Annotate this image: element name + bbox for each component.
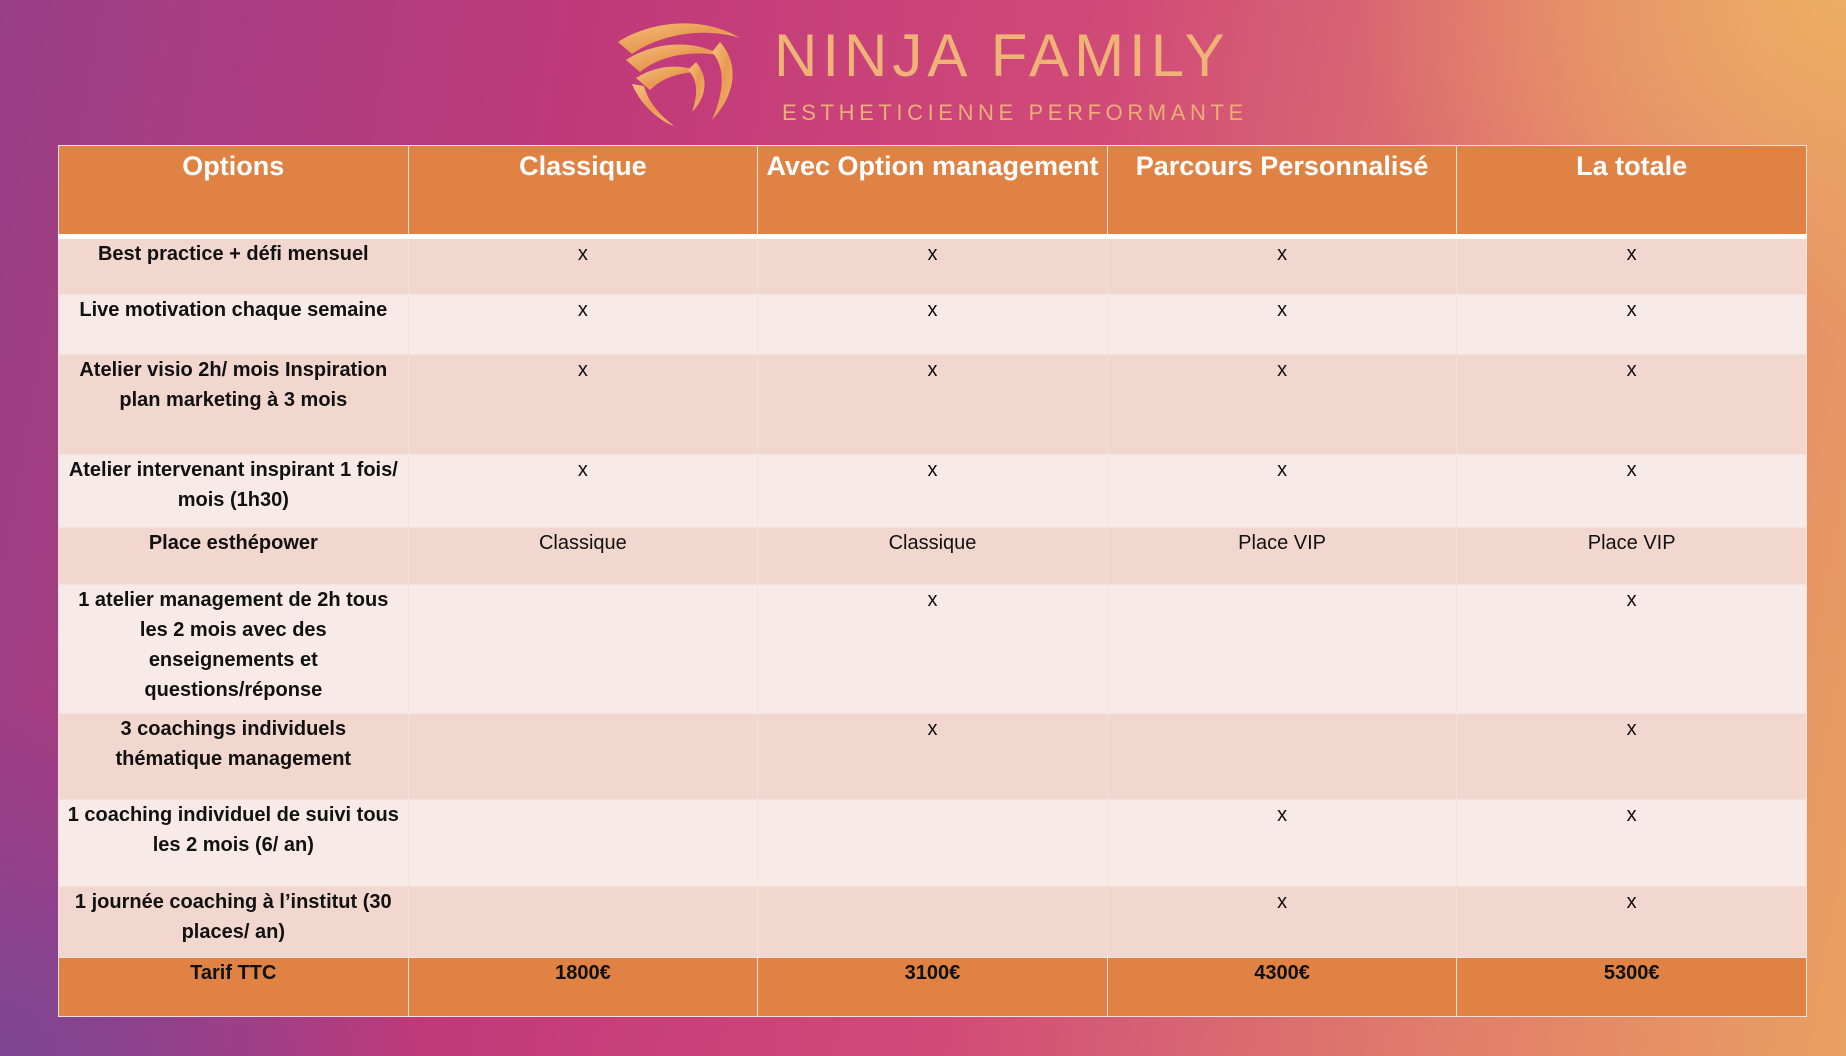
table-cell: x xyxy=(1457,455,1807,528)
header-classique: Classique xyxy=(408,146,758,237)
table-cell: x xyxy=(1107,237,1457,295)
table-row xyxy=(59,355,1807,455)
brand-name: NINJA FAMILY xyxy=(774,22,1230,89)
row-label: Live motivation chaque semaine xyxy=(59,295,409,355)
table-cell: x xyxy=(758,455,1108,528)
table-cell: x xyxy=(1457,714,1807,800)
header-options: Options xyxy=(59,146,409,237)
table-cell xyxy=(1107,585,1457,714)
price-avec-option-management: 3100€ xyxy=(758,958,1108,1017)
brand-tagline: ESTHETICIENNE PERFORMANTE xyxy=(782,100,1248,125)
table-cell xyxy=(408,714,758,800)
table-cell: x xyxy=(408,295,758,355)
price-la-totale: 5300€ xyxy=(1457,958,1807,1017)
brand-logo xyxy=(612,12,1252,130)
price-parcours-personnalise: 4300€ xyxy=(1107,958,1457,1017)
price-row xyxy=(59,958,1807,1017)
table-cell xyxy=(758,887,1108,958)
table-cell xyxy=(758,800,1108,887)
row-label: Best practice + défi mensuel xyxy=(59,237,409,295)
table-cell xyxy=(408,585,758,714)
table-cell: x xyxy=(758,585,1108,714)
price-classique: 1800€ xyxy=(408,958,758,1017)
table-cell: x xyxy=(758,714,1108,800)
table-row xyxy=(59,237,1807,295)
table-cell: Classique xyxy=(758,528,1108,585)
table-cell: Place VIP xyxy=(1457,528,1807,585)
table-cell: x xyxy=(1107,355,1457,455)
table-cell: x xyxy=(1457,237,1807,295)
table-cell: x xyxy=(1457,585,1807,714)
table-row xyxy=(59,455,1807,528)
price-label: Tarif TTC xyxy=(59,958,409,1017)
row-label: 1 atelier management de 2h tous les 2 mois avec des enseignements et questions/réponse xyxy=(59,585,409,714)
table-row xyxy=(59,714,1807,800)
pricing-table xyxy=(58,145,1806,1017)
table-header-row xyxy=(59,146,1807,237)
table-cell: x xyxy=(1457,800,1807,887)
table-cell: x xyxy=(408,455,758,528)
table-cell: x xyxy=(1107,887,1457,958)
table-cell xyxy=(1107,714,1457,800)
row-label: Atelier intervenant inspirant 1 fois/ mois (1h30) xyxy=(59,455,409,528)
row-label: 1 coaching individuel de suivi tous les 2 mois (6/ an) xyxy=(59,800,409,887)
header-parcours-personnalise: Parcours Personnalisé xyxy=(1107,146,1457,237)
table-cell: x xyxy=(1107,295,1457,355)
header-avec-option-management: Avec Option management xyxy=(758,146,1108,237)
table-cell: Place VIP xyxy=(1107,528,1457,585)
table-cell: x xyxy=(1107,455,1457,528)
row-label: 1 journée coaching à l’institut (30 places/ an) xyxy=(59,887,409,958)
table-cell: x xyxy=(1107,800,1457,887)
table-row xyxy=(59,887,1807,958)
row-label: 3 coachings individuels thématique management xyxy=(59,714,409,800)
table-cell: x xyxy=(758,295,1108,355)
header-la-totale: La totale xyxy=(1457,146,1807,237)
table-cell: x xyxy=(408,237,758,295)
table-row xyxy=(59,295,1807,355)
table-cell: Classique xyxy=(408,528,758,585)
table-cell xyxy=(408,800,758,887)
table-row xyxy=(59,528,1807,585)
table-cell: x xyxy=(408,355,758,455)
table-cell xyxy=(408,887,758,958)
table-cell: x xyxy=(758,355,1108,455)
table-cell: x xyxy=(1457,887,1807,958)
ninja-family-logo-icon xyxy=(612,12,746,130)
table-row xyxy=(59,800,1807,887)
table-cell: x xyxy=(758,237,1108,295)
row-label: Atelier visio 2h/ mois Inspiration plan marketing à 3 mois xyxy=(59,355,409,455)
row-label: Place esthépower xyxy=(59,528,409,585)
table-cell: x xyxy=(1457,295,1807,355)
table-cell: x xyxy=(1457,355,1807,455)
table-row xyxy=(59,585,1807,714)
